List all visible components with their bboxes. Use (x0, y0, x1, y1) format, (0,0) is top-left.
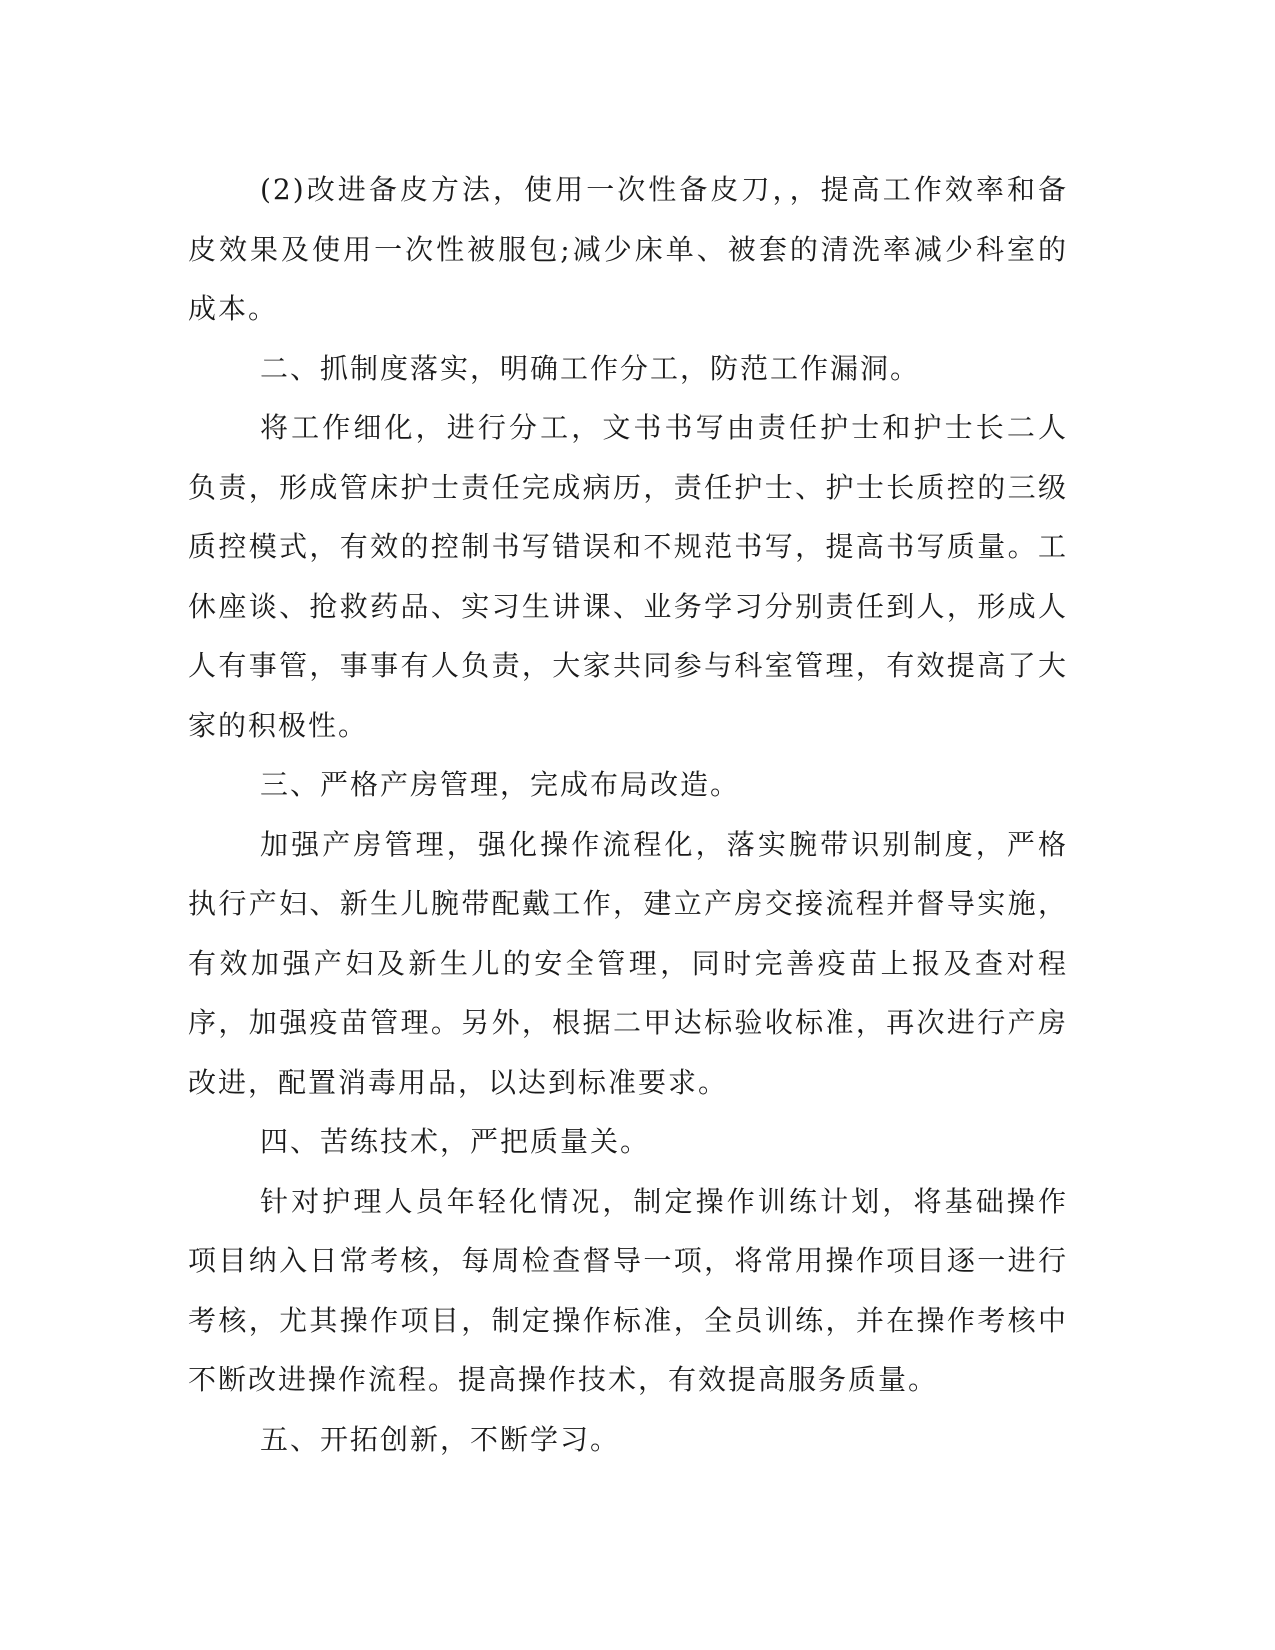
heading-section-3: 三、严格产房管理，完成布局改造。 (260, 768, 741, 801)
heading-section-4: 四、苦练技术，严把质量关。 (260, 1125, 651, 1158)
document-body (188, 160, 1068, 1469)
heading-section-2: 二、抓制度落实，明确工作分工，防范工作漏洞。 (260, 351, 921, 385)
paragraph-prep-method: (2)改进备皮方法，使用一次性备皮刀，，提高工作效率和备皮效果及使用一次性被服包;减少床单、被套的清洗率减少科室的成本。 (188, 173, 1068, 325)
paragraph-skill-training: 针对护理人员年轻化情况，制定操作训练计划，将基础操作项目纳入日常考核，每周检查督导一项，将常用操作项目逐一进行考核，尤其操作项目，制定操作标准，全员训练，并在操作考核中不断改进操作流程。提高操作技术，有效提高服务质量。 (188, 1184, 1068, 1396)
heading-section-5: 五、开拓创新，不断学习。 (260, 1422, 621, 1456)
paragraph-delivery-room: 加强产房管理，强化操作流程化，落实腕带识别制度，严格执行产妇、新生儿腕带配戴工作，建立产房交接流程并督导实施，有效加强产妇及新生儿的安全管理，同时完善疫苗上报及查对程序，加强疫苗管理。另外，根据二甲达标验收标准，再次进行产房改进，配置消毒用品，以达到标准要求。 (188, 827, 1068, 1099)
paragraph-work-division: 将工作细化，进行分工，文书书写由责任护士和护士长二人负责，形成管床护士责任完成病历，责任护士、护士长质控的三级质控模式，有效的控制书写错误和不规范书写，提高书写质量。工休座谈、抢救药品、实习生讲课、业务学习分别责任到人，形成人人有事管，事事有人负责，大家共同参与科室管理，有效提高了大家的积极性。 (188, 411, 1068, 742)
